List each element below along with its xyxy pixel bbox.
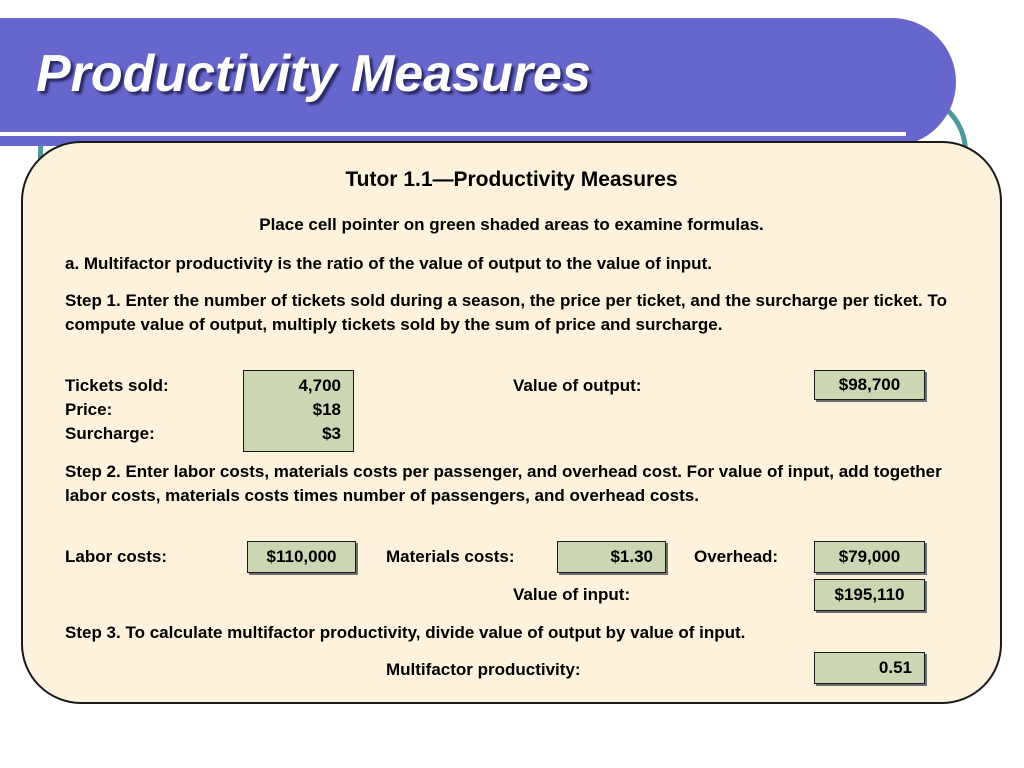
title-underline [0, 132, 906, 136]
tickets-sold-label: Tickets sold: [65, 376, 169, 395]
price-value[interactable]: $18 [312, 400, 341, 419]
overhead-cell[interactable]: $79,000 [814, 541, 925, 573]
surcharge-label: Surcharge: [65, 424, 155, 443]
materials-costs-label: Materials costs: [386, 547, 515, 566]
tickets-sold-value[interactable]: 4,700 [298, 376, 341, 395]
definition-text: a. Multifactor productivity is the ratio of the value of output to the value of input. [65, 254, 712, 273]
panel-heading: Tutor 1.1—Productivity Measures [345, 168, 678, 191]
value-of-output-label: Value of output: [513, 376, 642, 395]
step3-text: Step 3. To calculate multifactor productivity, divide value of output by value of input. [65, 623, 746, 642]
multifactor-productivity-label: Multifactor productivity: [386, 660, 581, 679]
step1-text: Step 1. Enter the number of tickets sold during a season, the price per ticket, and the surcharge per ticket. To compute value of output, multiply tickets sold by the sum of price and surcharge. [65, 291, 948, 334]
instruction-text: Place cell pointer on green shaded areas to examine formulas. [259, 215, 764, 234]
step2-text: Step 2. Enter labor costs, materials costs per passenger, and overhead cost. For value of input, add together labor costs, materials costs times number of passengers, and overhead costs. [65, 462, 942, 505]
surcharge-value[interactable]: $3 [322, 424, 341, 443]
slide-title: Productivity Measures [36, 45, 591, 103]
materials-costs-cell[interactable]: $1.30 [557, 541, 666, 573]
multifactor-productivity-cell[interactable]: 0.51 [814, 652, 925, 684]
overhead-label: Overhead: [694, 547, 779, 566]
value-of-output-cell[interactable]: $98,700 [814, 370, 925, 400]
value-of-input-label: Value of input: [513, 585, 631, 604]
value-of-input-cell[interactable]: $195,110 [814, 579, 925, 611]
labor-costs-cell[interactable]: $110,000 [247, 541, 356, 573]
labor-costs-label: Labor costs: [65, 547, 168, 566]
price-label: Price: [65, 400, 113, 419]
ticket-inputs-cell[interactable] [243, 370, 354, 452]
